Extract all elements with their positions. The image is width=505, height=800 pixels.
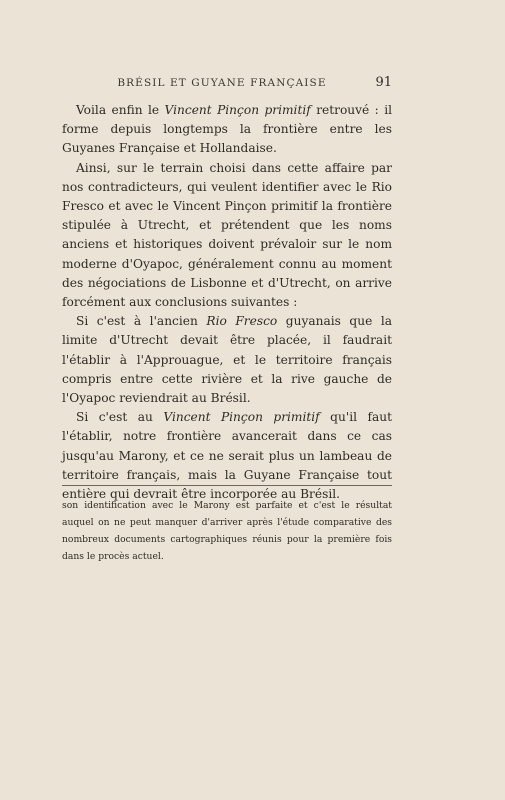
text-run: Voila enfin le	[76, 103, 165, 117]
text-run: Si c'est au	[76, 410, 164, 425]
text-run: guyanais que la limite d'Utrecht devait être placée, il faudrait l'établir à l'Approuague, et le territoire français compris entre cette rivière et la rive gauche de l'Oyapoc reviendrait au Brésil.	[62, 314, 392, 406]
text-run: retrouvé : il forme depuis longtemps la frontière entre les Guyanes Française et Hollandaise.	[62, 103, 393, 156]
text-run: Ainsi, sur le terrain choisi dans cette affaire par nos contradicteurs, qui veulent identifier avec le Rio Fresco et avec le Vincent Pinçon primitif la frontière stipulée à Utrecht, et prétendent que les noms anciens et historiques doivent prévaloir sur le nom moderne d'Oyapoc, généralement connu au moment des négociations de Lisbonne et d'Utrecht, on arrive forcément aux conclusions suivantes :	[62, 160, 392, 310]
page-number: 91	[375, 75, 392, 90]
text-run: Si c'est à l'ancien	[76, 314, 207, 329]
paragraph	[62, 312, 392, 408]
paragraph	[62, 408, 392, 504]
italic-text-run: Rio Fresco	[206, 314, 278, 329]
main-text	[62, 101, 392, 504]
paragraph	[62, 159, 392, 313]
text-run: qu'il faut l'établir, notre frontière avancerait dans ce cas jusqu'au Marony, et ce ne serait plus un lambeau de territoire français, mais la Guyane Française tout entière qui devrait être incorporée au Brésil.	[62, 410, 392, 502]
footnote: son identification avec le Marony est parfaite et c'est le résultat auquel on ne peut manquer d'arriver après l'étude comparative des nombreux documents cartographiques réunis pour la première fois dans le procès actuel.	[62, 500, 392, 562]
footnote-separator	[62, 485, 392, 486]
running-title: BRÉSIL ET GUYANE FRANÇAISE	[117, 77, 327, 89]
italic-text-run: Vincent Pinçon primitif	[163, 410, 320, 425]
italic-text-run: Vincent Pinçon primitif	[164, 103, 311, 117]
paragraph	[62, 101, 392, 159]
